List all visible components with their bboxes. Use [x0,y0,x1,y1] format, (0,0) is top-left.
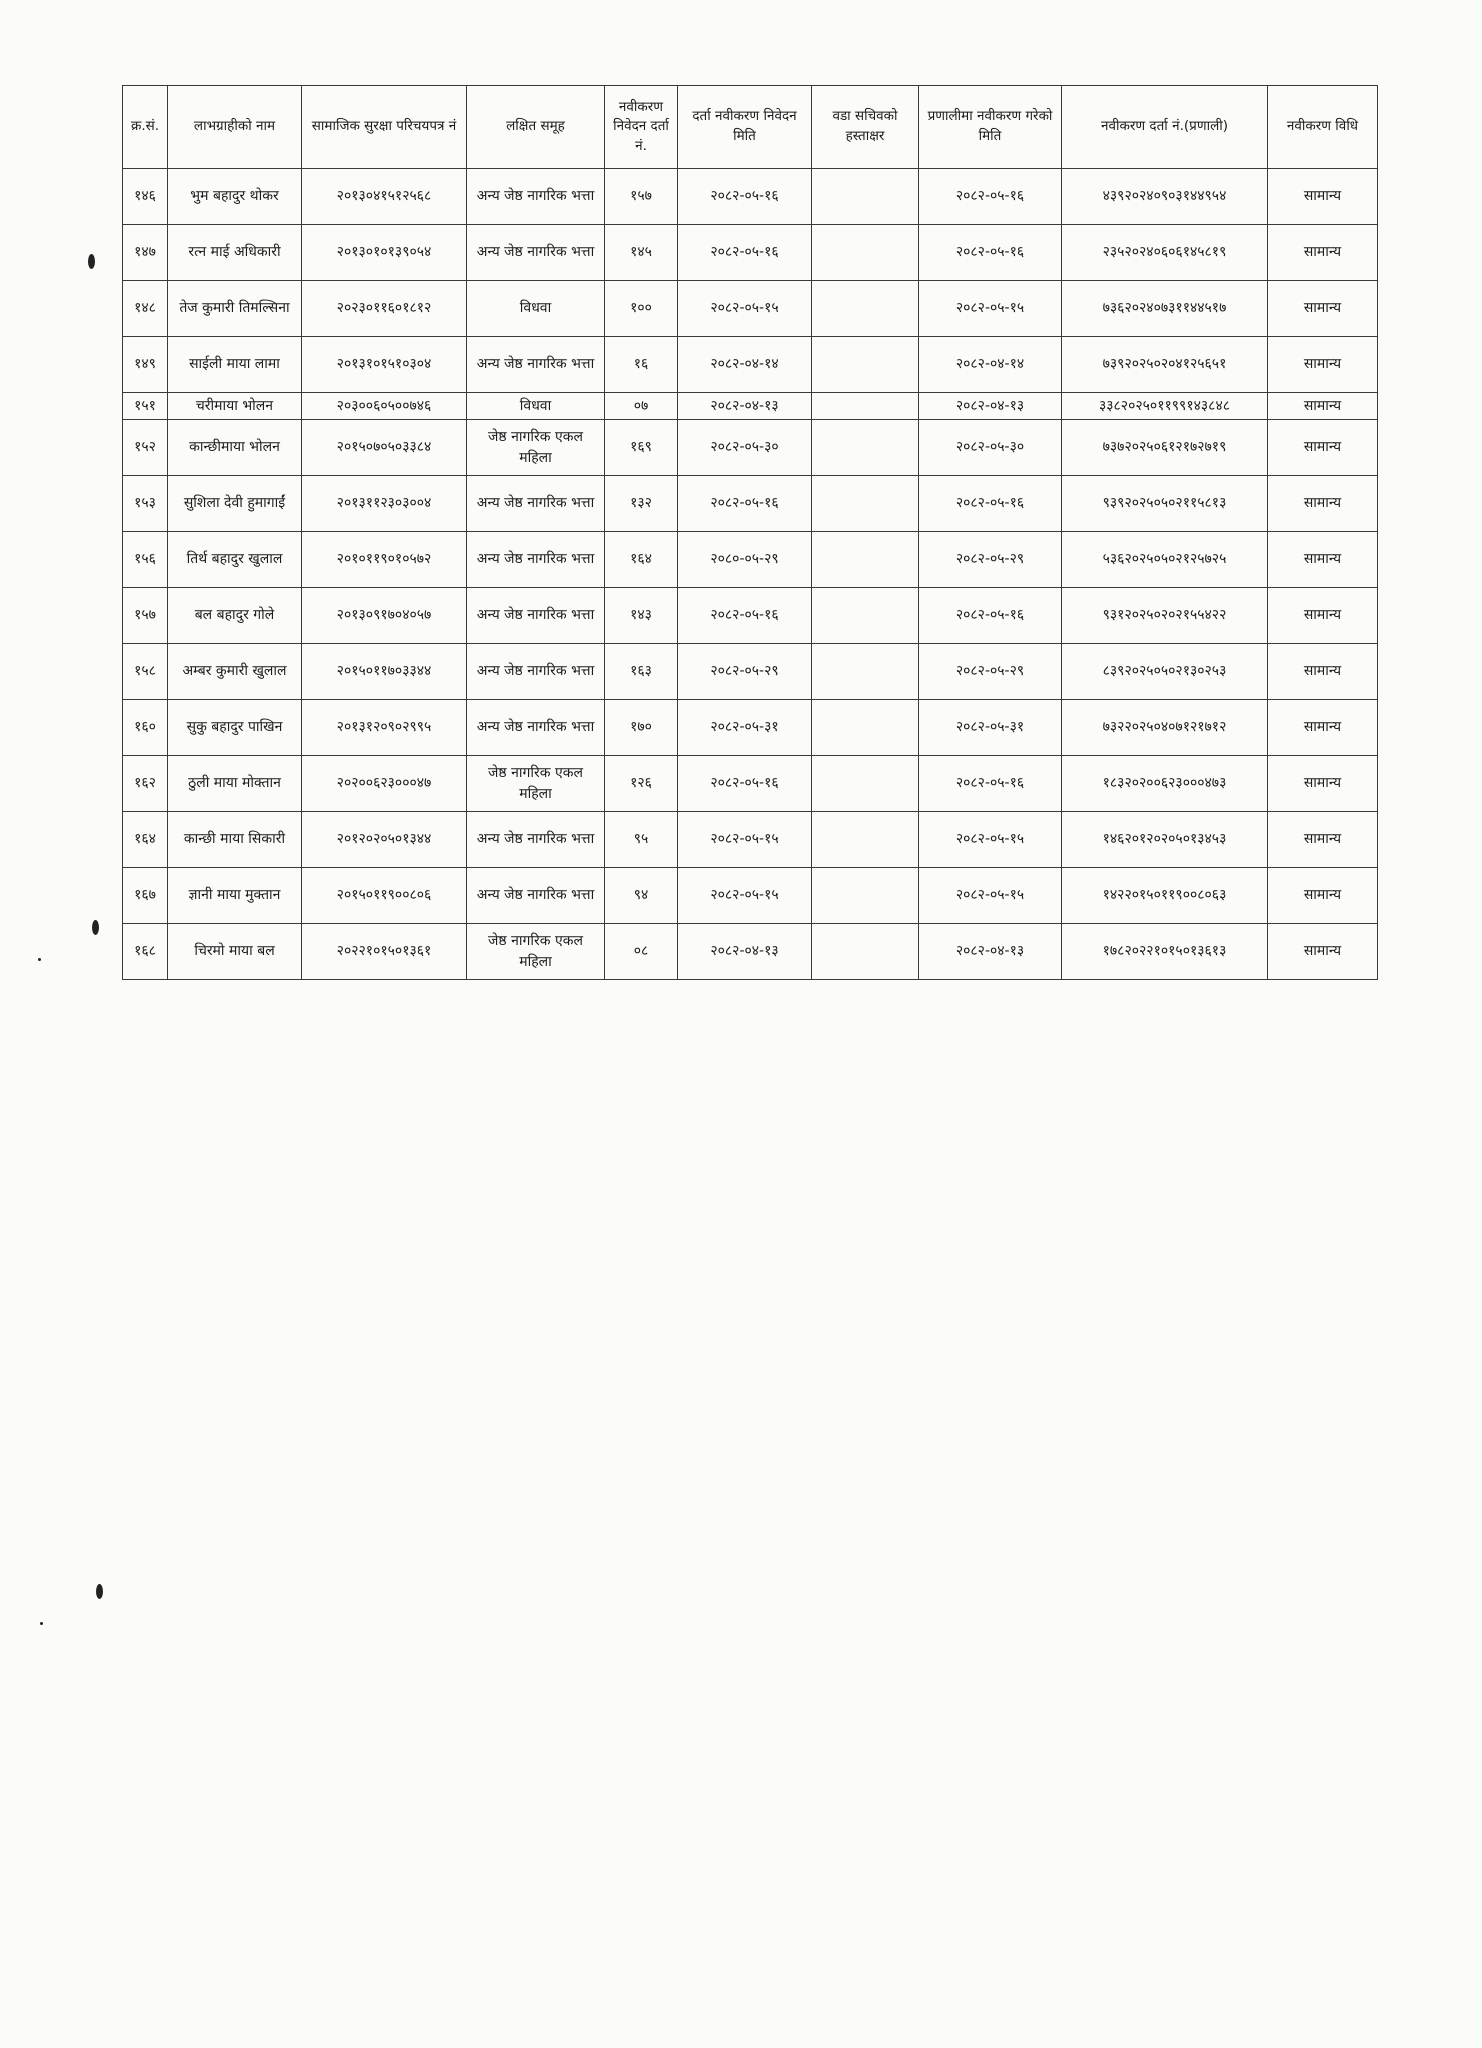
cell-renewal-method: सामान्य [1268,868,1378,924]
cell-target-group: अन्य जेष्ठ नागरिक भत्ता [467,476,605,532]
cell-system-registration-no: १८३२०२००६२३०००४७३ [1062,756,1268,812]
cell-renewal-registration-no: १४५ [605,225,678,281]
cell-serial: १५६ [123,532,168,588]
cell-system-renewal-date: २०८२-०५-२९ [919,532,1062,588]
cell-beneficiary-name: तेज कुमारी तिमल्सिना [168,281,302,337]
cell-renewal-application-date: २०८२-०५-१६ [678,756,812,812]
cell-system-renewal-date: २०८२-०४-१३ [919,924,1062,980]
table-row [123,756,1378,812]
cell-beneficiary-name: ठुली माया मोक्तान [168,756,302,812]
header-row [123,86,1378,169]
cell-target-group: अन्य जेष्ठ नागरिक भत्ता [467,868,605,924]
header-renewal-method: नवीकरण विधि [1268,86,1378,169]
cell-social-security-card: २०१०११९०१०५७२ [302,532,467,588]
cell-serial: १५८ [123,644,168,700]
cell-renewal-method: सामान्य [1268,476,1378,532]
cell-renewal-application-date: २०८२-०५-३१ [678,700,812,756]
cell-system-renewal-date: २०८२-०५-१६ [919,476,1062,532]
cell-social-security-card: २०१५०७०५०३३८४ [302,420,467,476]
cell-renewal-method: सामान्य [1268,393,1378,420]
table-row [123,420,1378,476]
cell-target-group: अन्य जेष्ठ नागरिक भत्ता [467,337,605,393]
cell-serial: १६७ [123,868,168,924]
cell-target-group: अन्य जेष्ठ नागरिक भत्ता [467,225,605,281]
cell-system-renewal-date: २०८२-०४-१४ [919,337,1062,393]
cell-target-group: अन्य जेष्ठ नागरिक भत्ता [467,812,605,868]
cell-social-security-card: २०२३०११६०१८१२ [302,281,467,337]
cell-beneficiary-name: रत्न माई अधिकारी [168,225,302,281]
cell-target-group: अन्य जेष्ठ नागरिक भत्ता [467,169,605,225]
cell-beneficiary-name: कान्छी माया सिकारी [168,812,302,868]
table-row [123,225,1378,281]
cell-beneficiary-name: भुम बहादुर थोकर [168,169,302,225]
cell-ward-secretary-signature [812,281,919,337]
cell-renewal-registration-no: १६९ [605,420,678,476]
margin-mark [40,1622,43,1625]
cell-renewal-registration-no: १७० [605,700,678,756]
cell-beneficiary-name: बल बहादुर गोले [168,588,302,644]
cell-renewal-registration-no: १६ [605,337,678,393]
cell-serial: १५२ [123,420,168,476]
cell-ward-secretary-signature [812,812,919,868]
cell-system-renewal-date: २०८२-०५-१६ [919,225,1062,281]
margin-mark [92,920,99,935]
cell-renewal-application-date: २०८२-०४-१३ [678,924,812,980]
cell-renewal-registration-no: १३२ [605,476,678,532]
table-row [123,868,1378,924]
margin-mark [88,254,95,269]
cell-renewal-application-date: २०८२-०५-१६ [678,225,812,281]
cell-serial: १६४ [123,812,168,868]
cell-system-renewal-date: २०८२-०५-१६ [919,169,1062,225]
cell-renewal-registration-no: १६३ [605,644,678,700]
cell-target-group: जेष्ठ नागरिक एकल महिला [467,924,605,980]
cell-system-renewal-date: २०८२-०५-१५ [919,812,1062,868]
cell-social-security-card: २०१३०९१७०४०५७ [302,588,467,644]
header-social-security-card: सामाजिक सुरक्षा परिचयपत्र नं [302,86,467,169]
cell-target-group: विधवा [467,281,605,337]
cell-ward-secretary-signature [812,420,919,476]
cell-serial: १५३ [123,476,168,532]
cell-serial: १४८ [123,281,168,337]
cell-target-group: अन्य जेष्ठ नागरिक भत्ता [467,532,605,588]
cell-serial: १६२ [123,756,168,812]
cell-renewal-application-date: २०८२-०५-१५ [678,868,812,924]
cell-renewal-method: सामान्य [1268,281,1378,337]
cell-system-registration-no: ९३९२०२५०५०२११५८१३ [1062,476,1268,532]
cell-renewal-method: सामान्य [1268,337,1378,393]
cell-renewal-application-date: २०८२-०५-१६ [678,588,812,644]
cell-system-registration-no: १७८२०२२१०१५०१३६१३ [1062,924,1268,980]
cell-social-security-card: २०२२१०१५०१३६१ [302,924,467,980]
table-row [123,393,1378,420]
cell-system-renewal-date: २०८२-०५-२९ [919,644,1062,700]
cell-system-registration-no: २३५२०२४०६०६१४५८१९ [1062,225,1268,281]
cell-social-security-card: २०१२०२०५०१३४४ [302,812,467,868]
cell-system-registration-no: ७३७२०२५०६१२१७२७१९ [1062,420,1268,476]
cell-serial: १४७ [123,225,168,281]
cell-beneficiary-name: सुकु बहादुर पाखिन [168,700,302,756]
cell-ward-secretary-signature [812,924,919,980]
cell-beneficiary-name: चिरमो माया बल [168,924,302,980]
table-row [123,169,1378,225]
cell-ward-secretary-signature [812,868,919,924]
cell-renewal-method: सामान्य [1268,644,1378,700]
cell-system-registration-no: ७३२२०२५०४०७१२१७१२ [1062,700,1268,756]
cell-system-registration-no: ५३६२०२५०५०२१२५७२५ [1062,532,1268,588]
cell-system-renewal-date: २०८२-०५-३१ [919,700,1062,756]
renewal-register-table [122,85,1378,980]
cell-social-security-card: २०१३११२३०३००४ [302,476,467,532]
table-row [123,700,1378,756]
margin-mark [96,1584,103,1599]
cell-beneficiary-name: कान्छीमाया भोलन [168,420,302,476]
cell-social-security-card: २०१३०१०१३९०५४ [302,225,467,281]
cell-serial: १५७ [123,588,168,644]
cell-target-group: जेष्ठ नागरिक एकल महिला [467,756,605,812]
cell-renewal-application-date: २०८२-०४-१३ [678,393,812,420]
cell-renewal-application-date: २०८२-०४-१४ [678,337,812,393]
cell-system-registration-no: १४६२०१२०२०५०१३४५३ [1062,812,1268,868]
header-ward-secretary-signature: वडा सचिवको हस्ताक्षर [812,86,919,169]
margin-mark [38,958,41,961]
cell-social-security-card: २०१५०११९००८०६ [302,868,467,924]
cell-beneficiary-name: साईली माया लामा [168,337,302,393]
cell-system-renewal-date: २०८२-०५-१६ [919,588,1062,644]
header-renewal-registration-no: नवीकरण निवेदन दर्ता नं. [605,86,678,169]
cell-social-security-card: २०२००६२३०००४७ [302,756,467,812]
cell-target-group: विधवा [467,393,605,420]
cell-renewal-application-date: २०८२-०५-३० [678,420,812,476]
header-renewal-application-date: दर्ता नवीकरण निवेदन मिति [678,86,812,169]
header-serial: क्र.सं. [123,86,168,169]
cell-system-registration-no: ८३९२०२५०५०२१३०२५३ [1062,644,1268,700]
header-beneficiary-name: लाभग्राहीको नाम [168,86,302,169]
cell-system-renewal-date: २०८२-०४-१३ [919,393,1062,420]
cell-renewal-method: सामान्य [1268,532,1378,588]
cell-beneficiary-name: चरीमाया भोलन [168,393,302,420]
cell-renewal-registration-no: १२६ [605,756,678,812]
cell-target-group: अन्य जेष्ठ नागरिक भत्ता [467,700,605,756]
cell-renewal-application-date: २०८२-०५-१५ [678,281,812,337]
cell-ward-secretary-signature [812,644,919,700]
cell-ward-secretary-signature [812,337,919,393]
cell-system-renewal-date: २०८२-०५-३० [919,420,1062,476]
table-row [123,812,1378,868]
table-row [123,924,1378,980]
cell-beneficiary-name: ज्ञानी माया मुक्तान [168,868,302,924]
table-row [123,281,1378,337]
cell-renewal-method: सामान्य [1268,225,1378,281]
cell-system-registration-no: ३३८२०२५०११९९१४३८४८ [1062,393,1268,420]
cell-renewal-registration-no: १५७ [605,169,678,225]
cell-renewal-method: सामान्य [1268,700,1378,756]
cell-system-registration-no: ४३९२०२४०९०३१४४९५४ [1062,169,1268,225]
cell-serial: १६८ [123,924,168,980]
cell-renewal-method: सामान्य [1268,420,1378,476]
cell-beneficiary-name: तिर्थ बहादुर खुलाल [168,532,302,588]
table-row [123,644,1378,700]
cell-serial: १६० [123,700,168,756]
cell-renewal-method: सामान्य [1268,756,1378,812]
header-target-group: लक्षित समूह [467,86,605,169]
cell-renewal-application-date: २०८२-०५-२९ [678,644,812,700]
cell-system-renewal-date: २०८२-०५-१५ [919,868,1062,924]
cell-ward-secretary-signature [812,393,919,420]
cell-serial: १४९ [123,337,168,393]
cell-ward-secretary-signature [812,476,919,532]
cell-social-security-card: २०१५०११७०३३४४ [302,644,467,700]
table-row [123,337,1378,393]
cell-renewal-application-date: २०८२-०५-१५ [678,812,812,868]
cell-beneficiary-name: सुशिला देवी हुमागाईं [168,476,302,532]
cell-renewal-registration-no: १४३ [605,588,678,644]
cell-system-renewal-date: २०८२-०५-१६ [919,756,1062,812]
table-row [123,588,1378,644]
table-body [123,169,1378,980]
cell-ward-secretary-signature [812,169,919,225]
cell-social-security-card: २०१३०४१५१२५६८ [302,169,467,225]
cell-target-group: अन्य जेष्ठ नागरिक भत्ता [467,588,605,644]
header-system-registration-no: नवीकरण दर्ता नं.(प्रणाली) [1062,86,1268,169]
cell-beneficiary-name: अम्बर कुमारी खुलाल [168,644,302,700]
cell-social-security-card: २०३००६०५००७४६ [302,393,467,420]
cell-ward-secretary-signature [812,700,919,756]
cell-renewal-application-date: २०८२-०५-१६ [678,476,812,532]
cell-system-registration-no: ७३६२०२४०७३११४४५१७ [1062,281,1268,337]
cell-renewal-application-date: २०८०-०५-२९ [678,532,812,588]
cell-ward-secretary-signature [812,225,919,281]
cell-renewal-method: सामान्य [1268,924,1378,980]
header-system-renewal-date: प्रणालीमा नवीकरण गरेको मिति [919,86,1062,169]
cell-social-security-card: २०१३१०१५१०३०४ [302,337,467,393]
cell-social-security-card: २०१३१२०९०२९९५ [302,700,467,756]
cell-renewal-registration-no: ०७ [605,393,678,420]
cell-system-renewal-date: २०८२-०५-१५ [919,281,1062,337]
cell-target-group: अन्य जेष्ठ नागरिक भत्ता [467,644,605,700]
cell-system-registration-no: ९३१२०२५०२०२१५५४२२ [1062,588,1268,644]
cell-renewal-method: सामान्य [1268,588,1378,644]
cell-ward-secretary-signature [812,532,919,588]
table-row [123,532,1378,588]
table-row [123,476,1378,532]
cell-renewal-registration-no: ०८ [605,924,678,980]
cell-renewal-registration-no: १६४ [605,532,678,588]
cell-serial: १५१ [123,393,168,420]
cell-system-registration-no: ७३९२०२५०२०४१२५६५१ [1062,337,1268,393]
cell-renewal-method: सामान्य [1268,169,1378,225]
cell-renewal-registration-no: ९४ [605,868,678,924]
cell-renewal-application-date: २०८२-०५-१६ [678,169,812,225]
cell-target-group: जेष्ठ नागरिक एकल महिला [467,420,605,476]
cell-system-registration-no: १४२२०१५०११९००८०६३ [1062,868,1268,924]
cell-serial: १४६ [123,169,168,225]
cell-renewal-registration-no: ९५ [605,812,678,868]
cell-ward-secretary-signature [812,588,919,644]
cell-renewal-method: सामान्य [1268,812,1378,868]
cell-renewal-registration-no: १०० [605,281,678,337]
cell-ward-secretary-signature [812,756,919,812]
